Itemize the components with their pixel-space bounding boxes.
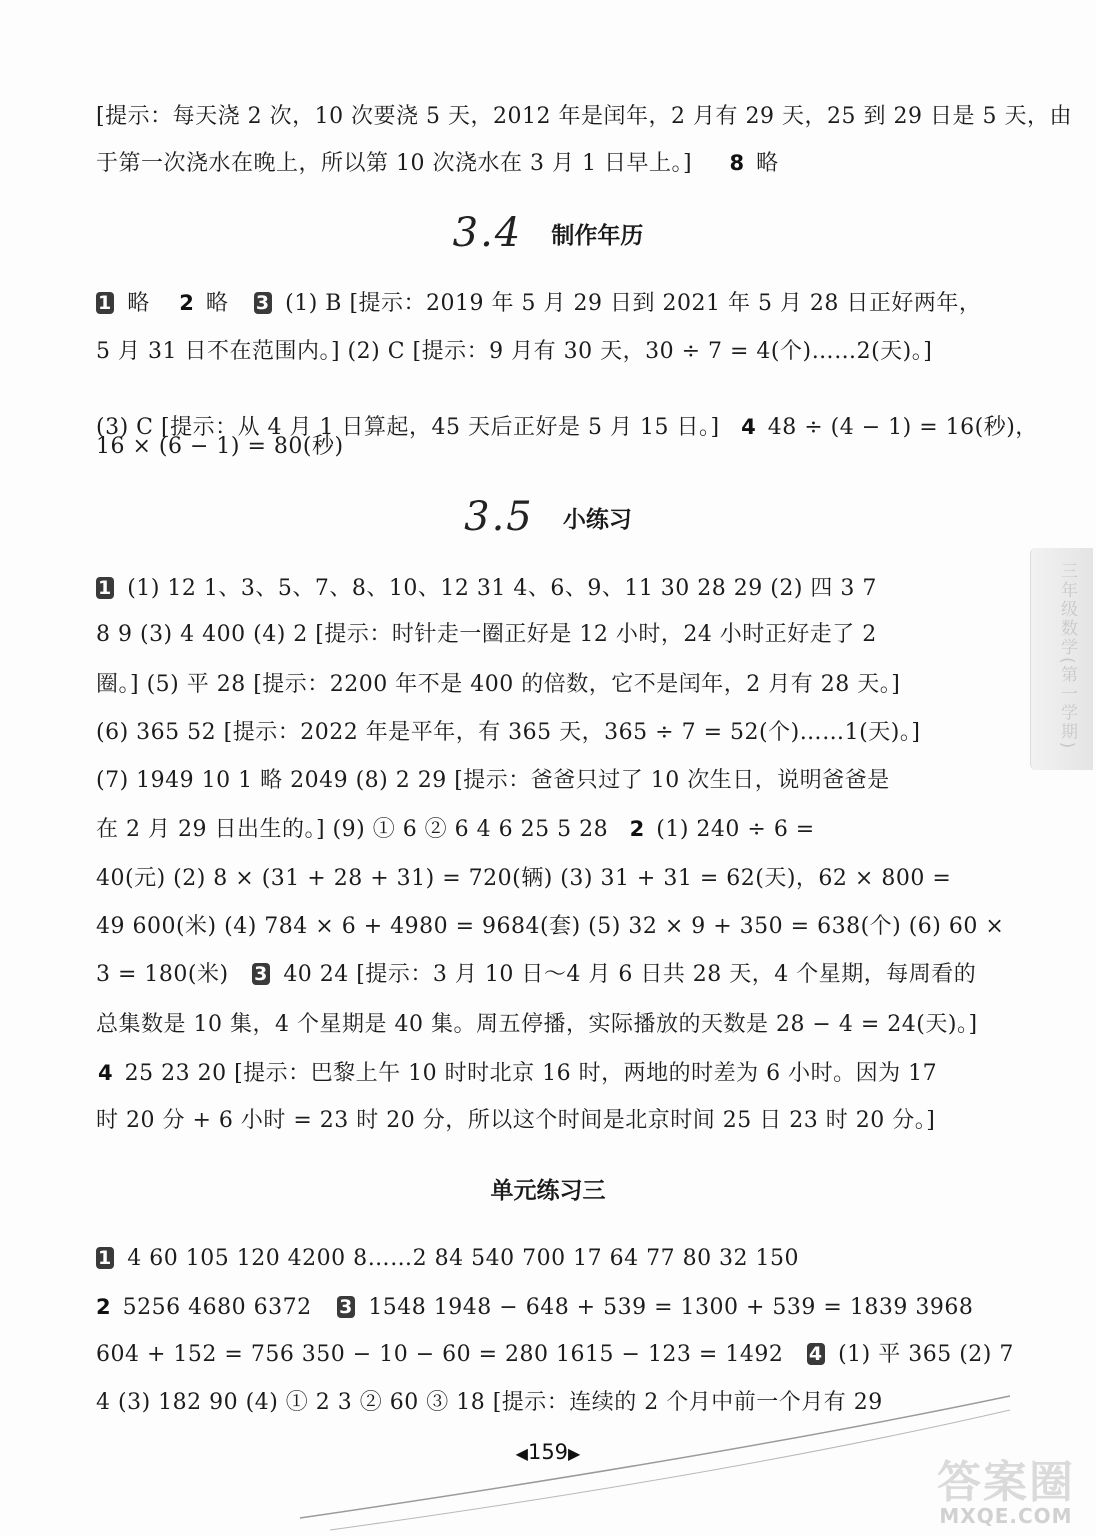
question-badge-3: 3: [255, 292, 270, 314]
text-span: 3 = 180(米): [96, 962, 229, 987]
question-number-2: 2: [96, 1295, 112, 1319]
text-line: 时 20 分 + 6 小时 = 23 时 20 分，所以这个时间是北京时间 25 日 23 时 20 分。]: [96, 1108, 936, 1133]
answer-text: 略: [205, 291, 229, 316]
question-badge-1: 1: [98, 577, 112, 599]
text-span: 于第一次浇水在晚上，所以第 10 次浇水在 3 月 1 日早上。]: [96, 151, 693, 176]
answer-text: 1548 1948 − 648 + 539 = 1300 + 539 = 1839 3968: [368, 1295, 974, 1320]
section-number: 3.4: [452, 210, 523, 256]
page-number: [460, 1440, 636, 1464]
question-badge-3: 3: [254, 963, 268, 985]
side-tab-label: 三年级数学(第一学期): [1057, 562, 1077, 751]
text-line: 5 月 31 日不在范围内。] (2) C [提示：9 月有 30 天，30 ÷ 7 = 4(个)……2(天)。]: [96, 339, 933, 364]
text-line: 16 × (6 − 1) = 80(秒): [96, 434, 344, 459]
answer-text: 略: [756, 151, 779, 176]
watermark-url: MXQE.COM: [939, 1504, 1073, 1528]
question-number-8: 8: [729, 151, 745, 175]
question-number-4: 4: [741, 415, 757, 439]
answer-text: 4 60 105 120 4200 8……2 84 540 700 17 64 77 80 32 150: [127, 1246, 800, 1271]
answer-text: 略: [127, 291, 150, 316]
unit-heading: 单元练习三: [490, 1178, 606, 1204]
page-number-value: 159: [527, 1440, 569, 1464]
text-span: 5256 4680 6372: [122, 1295, 312, 1320]
answer-text: (1) B [提示：2019 年 5 月 29 日到 2021 年 5 月 28 日正好两年，: [285, 291, 982, 316]
right-arrow-icon: ▶: [568, 1444, 581, 1463]
text-line: (7) 1949 10 1 略 2049 (8) 2 29 [提示：爸爸只过了 10 次生日，说明爸爸是: [96, 768, 890, 793]
question-number-2: 2: [629, 817, 645, 841]
text-line: [提示：每天浇 2 次，10 次要浇 5 天，2012 年是闰年，2 月有 29 天，25 到 29 日是 5 天，由: [96, 104, 1072, 129]
text-span: (3) C [提示：从 4 月 1 日算起，45 天后正好是 5 月 15 日。]: [96, 415, 720, 440]
watermark: [916, 1446, 1096, 1536]
answer-text: 40 24 [提示：3 月 10 日～4 月 6 日共 28 天，4 个星期，每周看的: [283, 962, 977, 987]
watermark-logo-text: 答案圈: [937, 1457, 1075, 1508]
text-span: 在 2 月 29 日出生的。] (9) ① 6 ② 6 4 6 25 5 28: [96, 817, 609, 842]
left-arrow-icon: ◀: [515, 1444, 528, 1463]
question-number-4: 4: [98, 1061, 114, 1085]
text-line: 8 9 (3) 4 400 (4) 2 [提示：时针走一圈正好是 12 小时，24 小时正好走了 2: [96, 622, 877, 647]
section-title: 小练习: [562, 506, 632, 533]
answer-text: 48 ÷ (4 − 1) = 16(秒)，: [767, 415, 1038, 440]
text-line: 49 600(米) (4) 784 × 6 + 4980 = 9684(套) (5) 32 × 9 + 350 = 638(个) (6) 60 ×: [96, 914, 1005, 939]
text-line: 圈。] (5) 平 28 [提示：2200 年不是 400 的倍数，它不是闰年，2 月有 28 天。]: [96, 672, 901, 697]
text-span: 604 + 152 = 756 350 − 10 − 60 = 280 1615 − 123 = 1492: [96, 1342, 784, 1367]
text-line: 4 (3) 182 90 (4) ① 2 3 ② 60 ③ 18 [提示：连续的 2 个月中前一个月有 29: [96, 1390, 883, 1415]
section-title: 制作年历: [551, 222, 644, 249]
text-line: 40(元) (2) 8 × (31 + 28 + 31) = 720(辆) (3) 31 + 31 = 62(天)，62 × 800 =: [96, 866, 952, 891]
question-badge-1: 1: [98, 292, 112, 314]
answer-text: (1) 平 365 (2) 7: [838, 1342, 1014, 1367]
text-line: (6) 365 52 [提示：2022 年是平年，有 365 天，365 ÷ 7 = 52(个)……1(天)。]: [96, 720, 921, 745]
answer-text: (1) 240 ÷ 6 =: [656, 817, 815, 842]
text-line: 总集数是 10 集，4 个星期是 40 集。周五停播，实际播放的天数是 28 − 4 = 24(天)。]: [96, 1012, 978, 1037]
question-badge-1: 1: [98, 1247, 112, 1269]
question-badge-3: 3: [339, 1296, 353, 1318]
question-badge-4: 4: [808, 1343, 823, 1365]
question-number-2: 2: [179, 291, 195, 315]
section-number: 3.5: [464, 494, 534, 540]
answer-text: (1) 12 1、3、5、7、8、10、12 31 4、6、9、11 30 28 29 (2) 四 3 7: [127, 576, 877, 601]
answer-text: 25 23 20 [提示：巴黎上午 10 时时北京 16 时，两地的时差为 6 小时。因为 17: [124, 1061, 938, 1086]
